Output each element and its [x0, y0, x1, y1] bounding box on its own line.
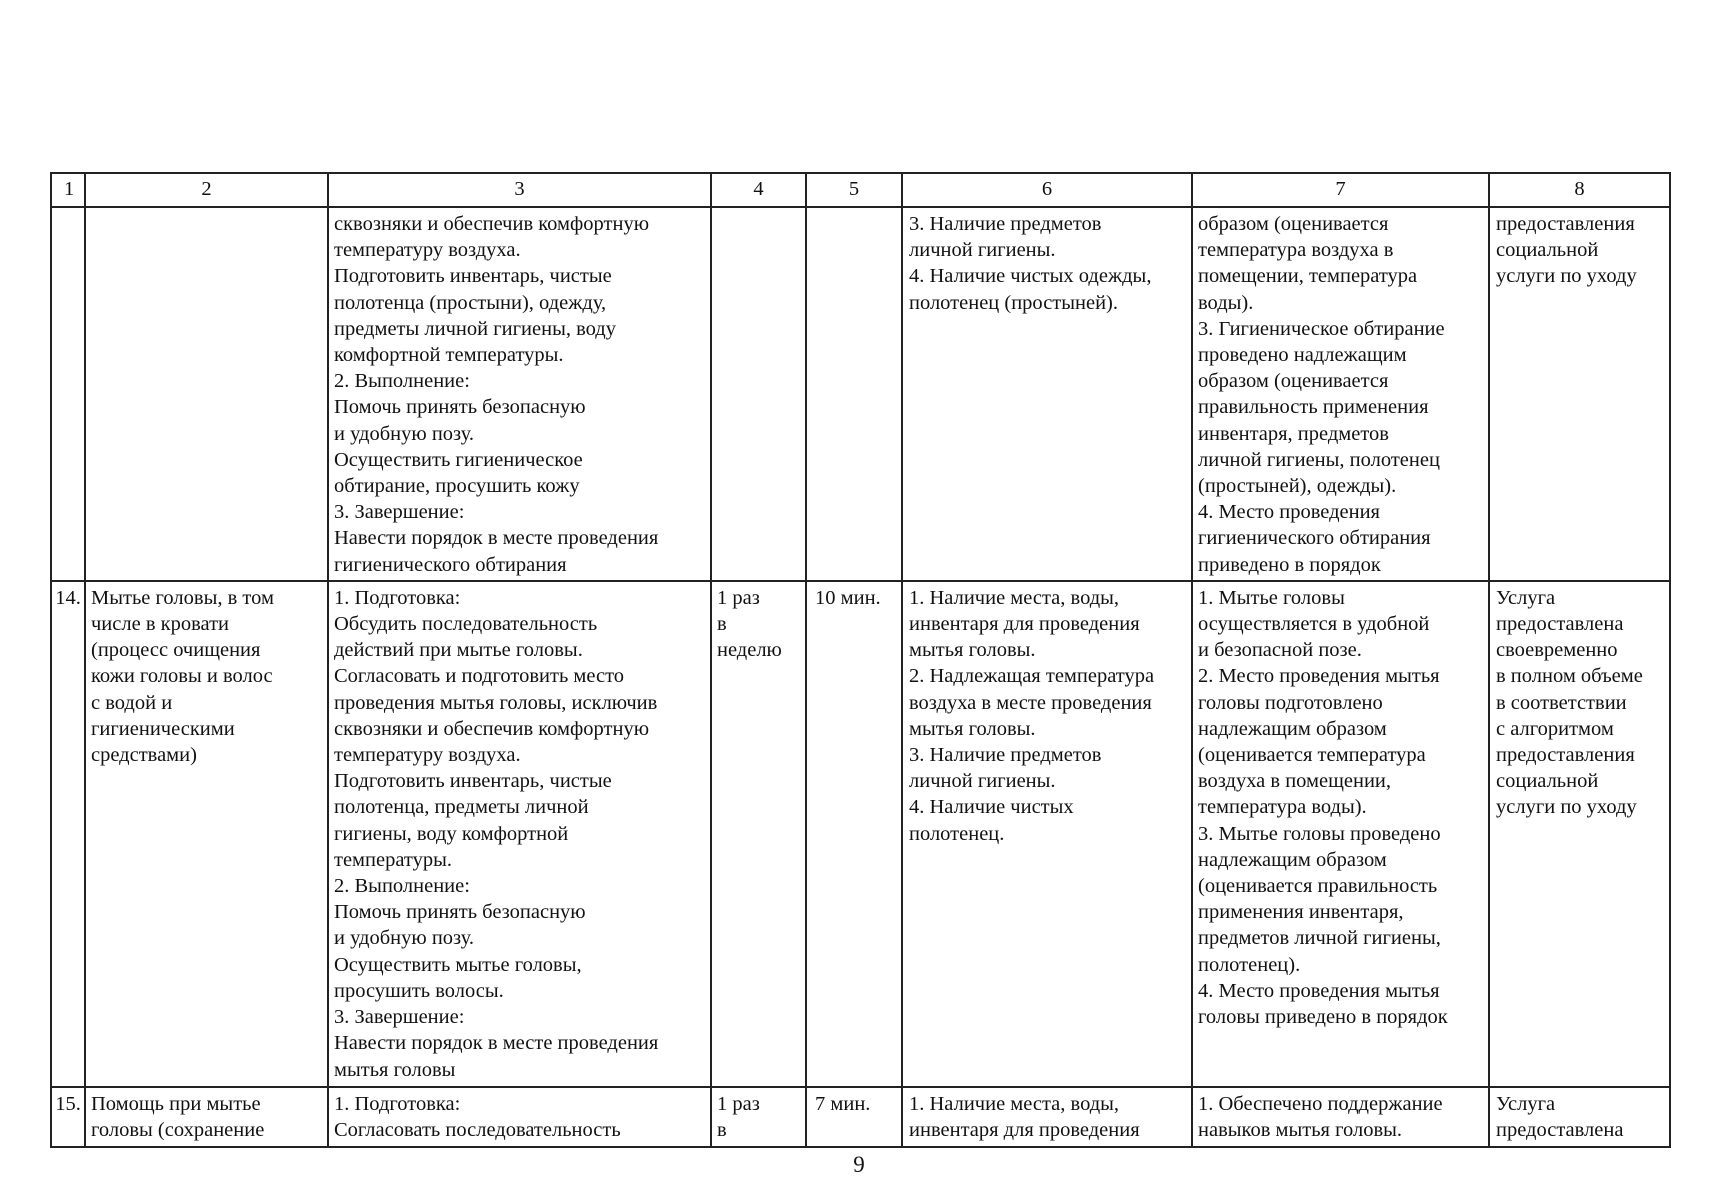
cell-text-line: Помощь при мытье: [91, 1092, 261, 1115]
page-number: 9: [853, 1152, 865, 1177]
cell-text-line: 4. Место проведения мытья: [1198, 979, 1440, 1002]
cell-text-line: 4. Наличие чистых: [909, 796, 1074, 819]
quality-indicators-cell: [1192, 207, 1489, 581]
cell-text-line: Подготовить инвентарь, чистые: [334, 265, 612, 288]
cell-text-line: (простыней), одежды).: [1198, 475, 1397, 498]
cell-text-line: мытья головы.: [909, 639, 1036, 662]
quality-indicators-cell: [1192, 1087, 1489, 1147]
cell-text-line: личной гигиены, полотенец: [1198, 448, 1440, 471]
cell-text-line: инвентаря для проведения: [909, 1119, 1140, 1142]
cell-text-line: с водой и: [91, 691, 173, 714]
cell-text-line: услуги по уходу: [1496, 796, 1637, 819]
frequency-cell: [711, 581, 806, 1087]
cell-text-line: Мытье головы, в том: [91, 586, 274, 609]
cell-text-line: температуры.: [334, 848, 453, 871]
cell-text-line: 1. Подготовка:: [334, 586, 461, 609]
cell-text-line: предметы личной гигиены, воду: [334, 317, 616, 340]
cell-text-line: инвентаря для проведения: [909, 613, 1140, 636]
cell-text-line: Услуга: [1496, 586, 1556, 609]
cell-text-line: Согласовать последовательность: [334, 1119, 621, 1142]
cell-text-line: Обсудить последовательность: [334, 613, 598, 636]
cell-text-line: предметов личной гигиены,: [1198, 927, 1441, 950]
cell-text-line: 1. Обеспечено поддержание: [1198, 1092, 1443, 1115]
cell-text-line: применения инвентаря,: [1198, 901, 1404, 924]
cell-text-line: предоставлена: [1496, 613, 1624, 636]
duration-cell: 7 мин.: [806, 1087, 902, 1147]
cell-text-line: мытья головы.: [909, 717, 1036, 740]
cell-text-line: головы (сохранение: [91, 1119, 265, 1142]
cell-text-line: температуру воздуха.: [334, 744, 521, 767]
cell-text-line: Помочь принять безопасную: [334, 396, 586, 419]
cell-text-line: 3. Завершение:: [334, 1006, 465, 1029]
cell-text-line: помещении, температура: [1198, 265, 1418, 288]
column-number-cell: 6: [902, 173, 1192, 207]
cell-text-line: просушить волосы.: [334, 979, 504, 1002]
cell-text-line: обтирание, просушить кожу: [334, 475, 580, 498]
cell-text-line: 3. Мытье головы проведено: [1198, 822, 1441, 845]
cell-text-line: и удобную позу.: [334, 927, 475, 950]
service-name-cell: [85, 207, 328, 581]
cell-text-line: предоставлена: [1496, 1119, 1624, 1142]
procedure-cell: [328, 1087, 711, 1147]
cell-text-line: головы приведено в порядок: [1198, 1006, 1448, 1029]
cell-text-line: 3. Наличие предметов: [909, 744, 1102, 767]
cell-text-line: предоставления: [1496, 744, 1635, 767]
quality-indicators-cell: [1192, 581, 1489, 1087]
column-number-cell: 2: [85, 173, 328, 207]
cell-text-line: с алгоритмом: [1496, 717, 1614, 740]
cell-text-line: 1 раз: [717, 1092, 760, 1115]
frequency-cell: [711, 1087, 806, 1147]
cell-text-line: Услуга: [1496, 1092, 1556, 1115]
cell-text-line: Подготовить инвентарь, чистые: [334, 770, 612, 793]
cell-text-line: 2. Место проведения мытья: [1198, 665, 1440, 688]
cell-text-line: в: [717, 1119, 727, 1142]
cell-text-line: (оценивается правильность: [1198, 875, 1438, 898]
cell-text-line: личной гигиены.: [909, 770, 1056, 793]
cell-text-line: головы подготовлено: [1198, 691, 1383, 714]
cell-text-line: гигиеническими: [91, 717, 235, 740]
row-number-cell: 15.: [51, 1087, 85, 1147]
conditions-cell: [902, 1087, 1192, 1147]
cell-text-line: 3. Гигиеническое обтирание: [1198, 317, 1445, 340]
cell-text-line: 3. Наличие предметов: [909, 213, 1102, 235]
cell-text-line: полотенец.: [909, 822, 1005, 845]
cell-text-line: действий при мытье головы.: [334, 639, 583, 662]
cell-text-line: навыков мытья головы.: [1198, 1119, 1403, 1142]
table-row: [51, 1087, 1670, 1147]
cell-text-line: приведено в порядок: [1198, 553, 1381, 576]
cell-text-line: проведено надлежащим: [1198, 344, 1407, 367]
cell-text-line: кожи головы и волос: [91, 665, 273, 688]
result-cell: [1489, 207, 1670, 581]
cell-text-line: правильность применения: [1198, 396, 1429, 419]
cell-text-line: 1 раз: [717, 586, 760, 609]
cell-text-line: полотенца, предметы личной: [334, 796, 589, 819]
cell-text-line: воздуха в месте проведения: [909, 691, 1152, 714]
table-row: [51, 581, 1670, 1087]
cell-text-line: полотенец (простыней).: [909, 291, 1119, 314]
cell-text-line: полотенец).: [1198, 953, 1301, 976]
conditions-cell: [902, 581, 1192, 1087]
services-table: [50, 172, 1671, 1148]
column-number-cell: 7: [1192, 173, 1489, 207]
cell-text-line: 1. Наличие места, воды,: [909, 586, 1120, 609]
cell-text-line: воды).: [1198, 291, 1254, 314]
cell-text-line: образом (оценивается: [1198, 370, 1389, 393]
cell-text-line: 4. Наличие чистых одежды,: [909, 265, 1152, 288]
cell-text-line: 4. Место проведения: [1198, 501, 1380, 524]
cell-text-line: надлежащим образом: [1198, 717, 1387, 740]
cell-text-line: предоставления: [1496, 213, 1635, 235]
cell-text-line: в: [717, 613, 727, 636]
cell-text-line: проведения мытья головы, исключив: [334, 691, 658, 714]
cell-text-line: 1. Мытье головы: [1198, 586, 1345, 609]
cell-text-line: личной гигиены.: [909, 239, 1056, 262]
conditions-cell: [902, 207, 1192, 581]
cell-text-line: и удобную позу.: [334, 422, 475, 445]
duration-cell: 10 мин.: [806, 581, 902, 1087]
cell-text-line: в полном объеме: [1496, 665, 1643, 688]
frequency-cell: [711, 207, 806, 581]
cell-text-line: и безопасной позе.: [1198, 639, 1362, 662]
cell-text-line: мытья головы: [334, 1058, 456, 1081]
procedure-cell: [328, 207, 711, 581]
duration-cell: [806, 207, 902, 581]
cell-text-line: сквозняки и обеспечив комфортную: [334, 717, 650, 740]
cell-text-line: гигиенического обтирания: [1198, 527, 1431, 550]
cell-text-line: осуществляется в удобной: [1198, 613, 1430, 636]
cell-text-line: (процесс очищения: [91, 639, 261, 662]
cell-text-line: гигиены, воду комфортной: [334, 822, 569, 845]
service-name-cell: [85, 1087, 328, 1147]
cell-text-line: услуги по уходу: [1496, 265, 1637, 288]
service-name-cell: [85, 581, 328, 1087]
cell-text-line: воздуха в помещении,: [1198, 770, 1392, 793]
cell-text-line: Помочь принять безопасную: [334, 901, 586, 924]
cell-text-line: 2. Надлежащая температура: [909, 665, 1155, 688]
result-cell: [1489, 1087, 1670, 1147]
cell-text-line: 2. Выполнение:: [334, 370, 470, 393]
column-number-cell: 4: [711, 173, 806, 207]
cell-text-line: надлежащим образом: [1198, 848, 1387, 871]
column-number-row: [51, 173, 1670, 207]
cell-text-line: неделю: [717, 639, 782, 662]
cell-text-line: Навести порядок в месте проведения: [334, 527, 659, 550]
cell-text-line: образом (оценивается: [1198, 213, 1389, 235]
column-number-cell: 3: [328, 173, 711, 207]
cell-text-line: инвентаря, предметов: [1198, 422, 1389, 445]
cell-text-line: 1. Подготовка:: [334, 1092, 461, 1115]
cell-text-line: 2. Выполнение:: [334, 875, 470, 898]
cell-text-line: температура воздуха в: [1198, 239, 1394, 262]
procedure-cell: [328, 581, 711, 1087]
cell-text-line: числе в кровати: [91, 613, 230, 636]
cell-text-line: Осуществить гигиеническое: [334, 448, 583, 471]
cell-text-line: температура воды).: [1198, 796, 1367, 819]
cell-text-line: сквозняки и обеспечив комфортную: [334, 213, 650, 235]
cell-text-line: в соответствии: [1496, 691, 1627, 714]
column-number-cell: 1: [51, 173, 85, 207]
column-number-cell: 5: [806, 173, 902, 207]
cell-text-line: Осуществить мытье головы,: [334, 953, 582, 976]
table-row: [51, 207, 1670, 581]
row-number-cell: 14.: [51, 581, 85, 1087]
cell-text-line: средствами): [91, 744, 197, 767]
row-number-cell: [51, 207, 85, 581]
cell-text-line: температуру воздуха.: [334, 239, 521, 262]
cell-text-line: Согласовать и подготовить место: [334, 665, 625, 688]
column-number-cell: 8: [1489, 173, 1670, 207]
cell-text-line: 1. Наличие места, воды,: [909, 1092, 1120, 1115]
cell-text-line: 3. Завершение:: [334, 501, 465, 524]
cell-text-line: комфортной температуры.: [334, 344, 564, 367]
result-cell: [1489, 581, 1670, 1087]
cell-text-line: своевременно: [1496, 639, 1618, 662]
cell-text-line: социальной: [1496, 770, 1599, 793]
cell-text-line: гигиенического обтирания: [334, 553, 567, 576]
cell-text-line: социальной: [1496, 239, 1599, 262]
cell-text-line: Навести порядок в месте проведения: [334, 1032, 659, 1055]
cell-text-line: (оценивается температура: [1198, 744, 1426, 767]
cell-text-line: полотенца (простыни), одежду,: [334, 291, 607, 314]
